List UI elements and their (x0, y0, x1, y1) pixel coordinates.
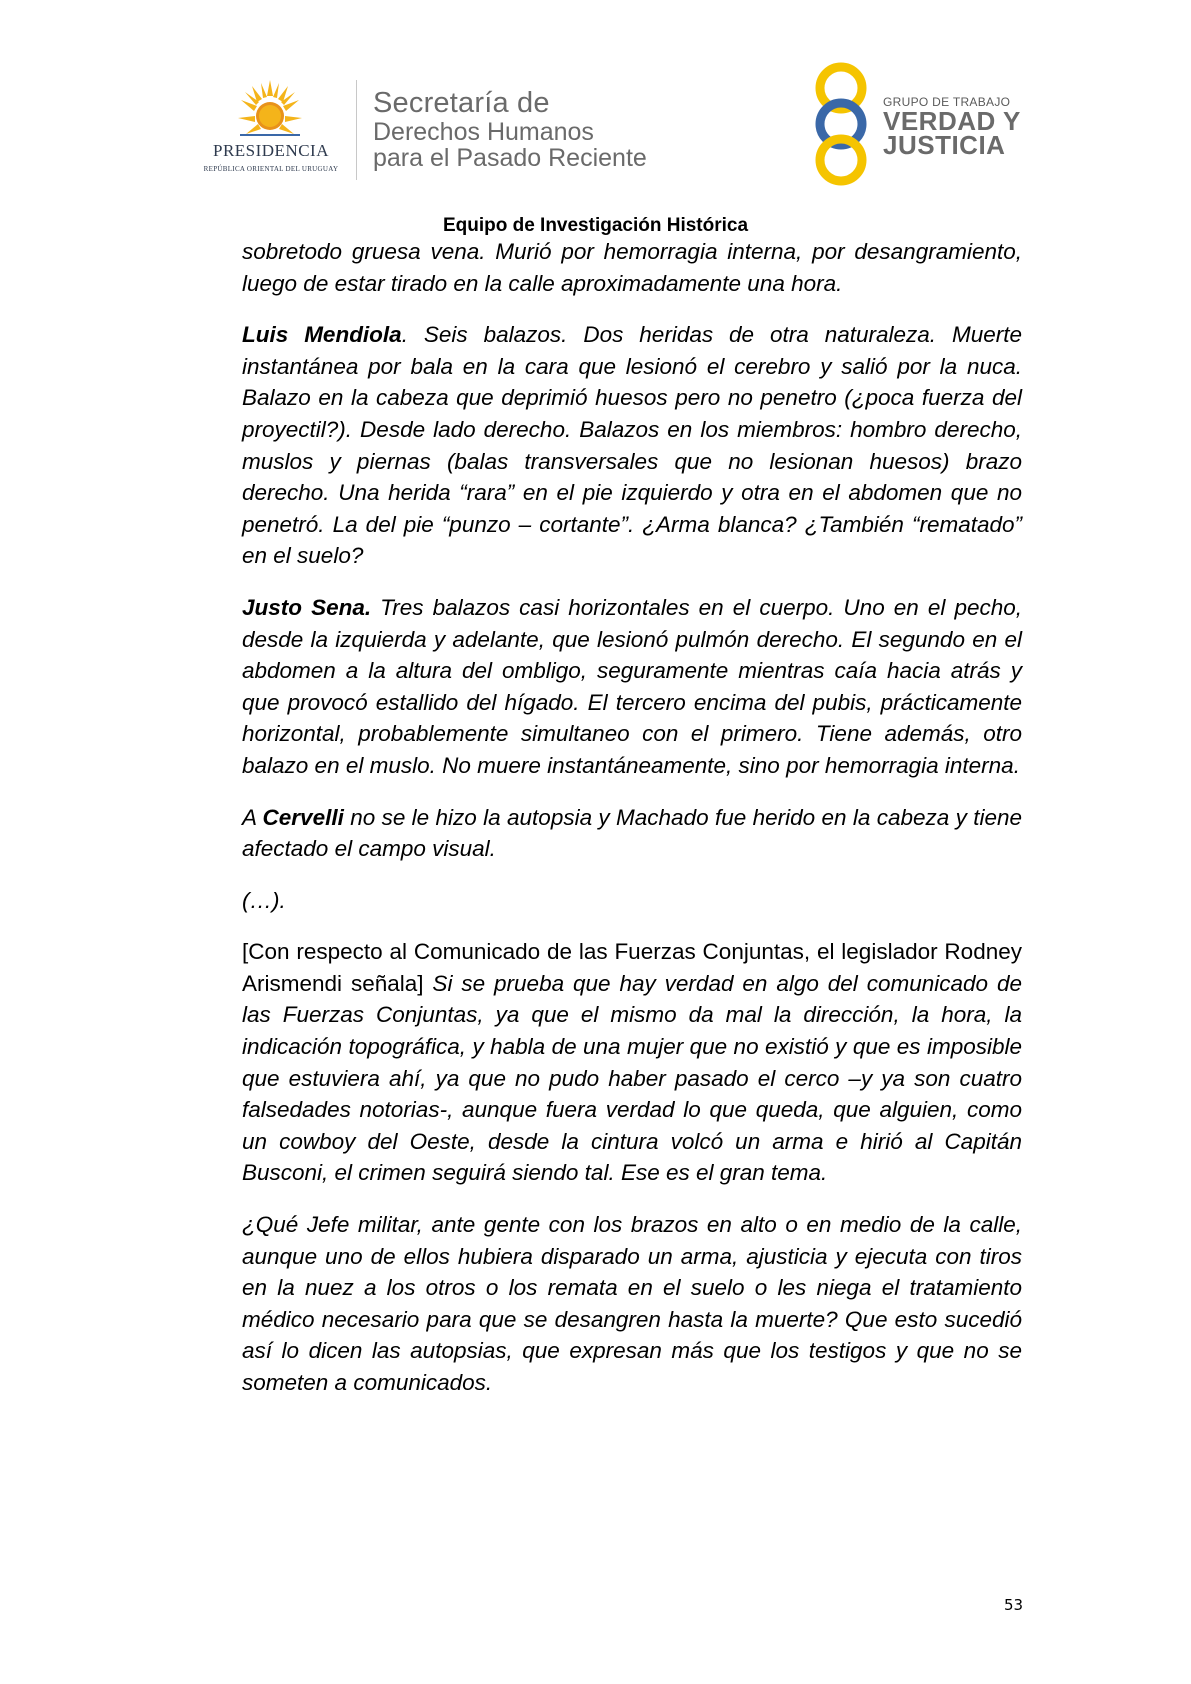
text-mendiola: . Seis balazos. Dos heridas de otra naturaleza. Muerte instantánea por bala en la cara que lesionó el cerebro y salió por la nuca. Balazo en la cabeza que deprimió huesos pero no penetro (¿poca fuerza del proyectil?). Desde lado derecho. Balazos en los miembros: hombro derecho, muslos y piernas (balas transversales que no lesionan huesos) brazo derecho. Una herida “rara” en el pie izquierdo y otra en el abdomen que no penetró. La del pie “punzo – cortante”. ¿Arma blanca? ¿También “rematado” en el suelo? (242, 322, 1022, 569)
page-header (0, 0, 1191, 210)
paragraph-cervelli (242, 802, 1022, 865)
paragraph-1: sobretodo gruesa vena. Murió por hemorragia interna, por desangramiento, luego de estar tirado en la calle aproximadamente una hora. (242, 239, 1022, 296)
grupo-line3: JUSTICIA (883, 130, 1006, 160)
secretaria-logo-text (373, 88, 713, 171)
grupo-line2: VERDAD Y (883, 106, 1021, 136)
sun-icon (238, 78, 302, 140)
header-divider (356, 80, 357, 180)
paragraph-jefe-militar: ¿Qué Jefe militar, ante gente con los brazos en alto o en medio de la calle, aunque uno de ellos hubiera disparado un arma, ajusticia y ejecuta con tiros en la nuez a los otros o los remata en el suelo o les niega el tratamiento médico necesario para que se desangren hasta la muerte? Que esto sucedió así lo dicen las autopsias, que expresan más que los testigos y que no se someten a comunicados. (242, 1212, 1022, 1395)
text-cervelli: no se le hizo la autopsia y Machado fue herido en la cabeza y tiene afectado el campo visual. (242, 804, 1022, 862)
grupo-trabajo-logo-text (883, 95, 1063, 160)
equipo-heading: Equipo de Investigación Histórica (442, 215, 749, 236)
text-arismendi: Si se prueba que hay verdad en algo del comunicado de las Fuerzas Conjuntas, ya que el mismo da mal la dirección, la hora, la indicación topográfica, y habla de una mujer que no existió y que es imposible que estuviera ahí, ya que no pudo haber pasado el cerco –y ya son cuatro falsedades notorias-, aunque fuera verdad lo que queda, que alguien, como un cowboy del Oeste, desde la cintura volcó un arma e hirió al Capitán Busconi, el crimen seguirá siendo tal. Ese es el gran tema. (242, 970, 1022, 1186)
paragraph-ellipsis: (…). (242, 887, 286, 913)
secretaria-line3: para el Pasado Reciente (373, 144, 647, 172)
intro-arismendi: [Con respecto al Comunicado de las Fuerzas Conjuntas, el legislador Rodney Arismendi señala] (242, 939, 1022, 996)
prefix-cervelli: A (242, 804, 263, 830)
paragraph-sena (242, 592, 1022, 782)
page-number: 53 (1004, 1596, 1024, 1614)
secretaria-line1: Secretaría de (373, 87, 550, 119)
document-body (242, 236, 1022, 1419)
text-sena: Tres balazos casi horizontales en el cuerpo. Uno en el pecho, desde la izquierda y adelante, que lesionó pulmón derecho. El segundo en el abdomen a la altura del ombligo, seguramente mientras caía hacia atrás y que provocó estallido del hígado. El tercero encima del pubis, prácticamente horizontal, probablemente simultaneo con el primero. Tiene además, otro balazo en el muslo. No muere instantáneamente, sino por hemorragia interna. (242, 594, 1022, 778)
grupo-line1: GRUPO DE TRABAJO (883, 95, 1011, 109)
name-cervelli: Cervelli (262, 804, 344, 830)
name-mendiola: Luis Mendiola (242, 322, 402, 348)
paragraph-arismendi (242, 936, 1022, 1189)
presidencia-name: PRESIDENCIA (212, 141, 329, 160)
secretaria-line2: Derechos Humanos (373, 118, 594, 146)
paragraph-mendiola (242, 319, 1022, 572)
presidencia-logo (196, 78, 346, 178)
name-sena: Justo Sena. (242, 594, 372, 620)
presidencia-subtitle: REPÚBLICA ORIENTAL DEL URUGUAY (203, 165, 339, 173)
rings-logo-icon (805, 62, 877, 186)
